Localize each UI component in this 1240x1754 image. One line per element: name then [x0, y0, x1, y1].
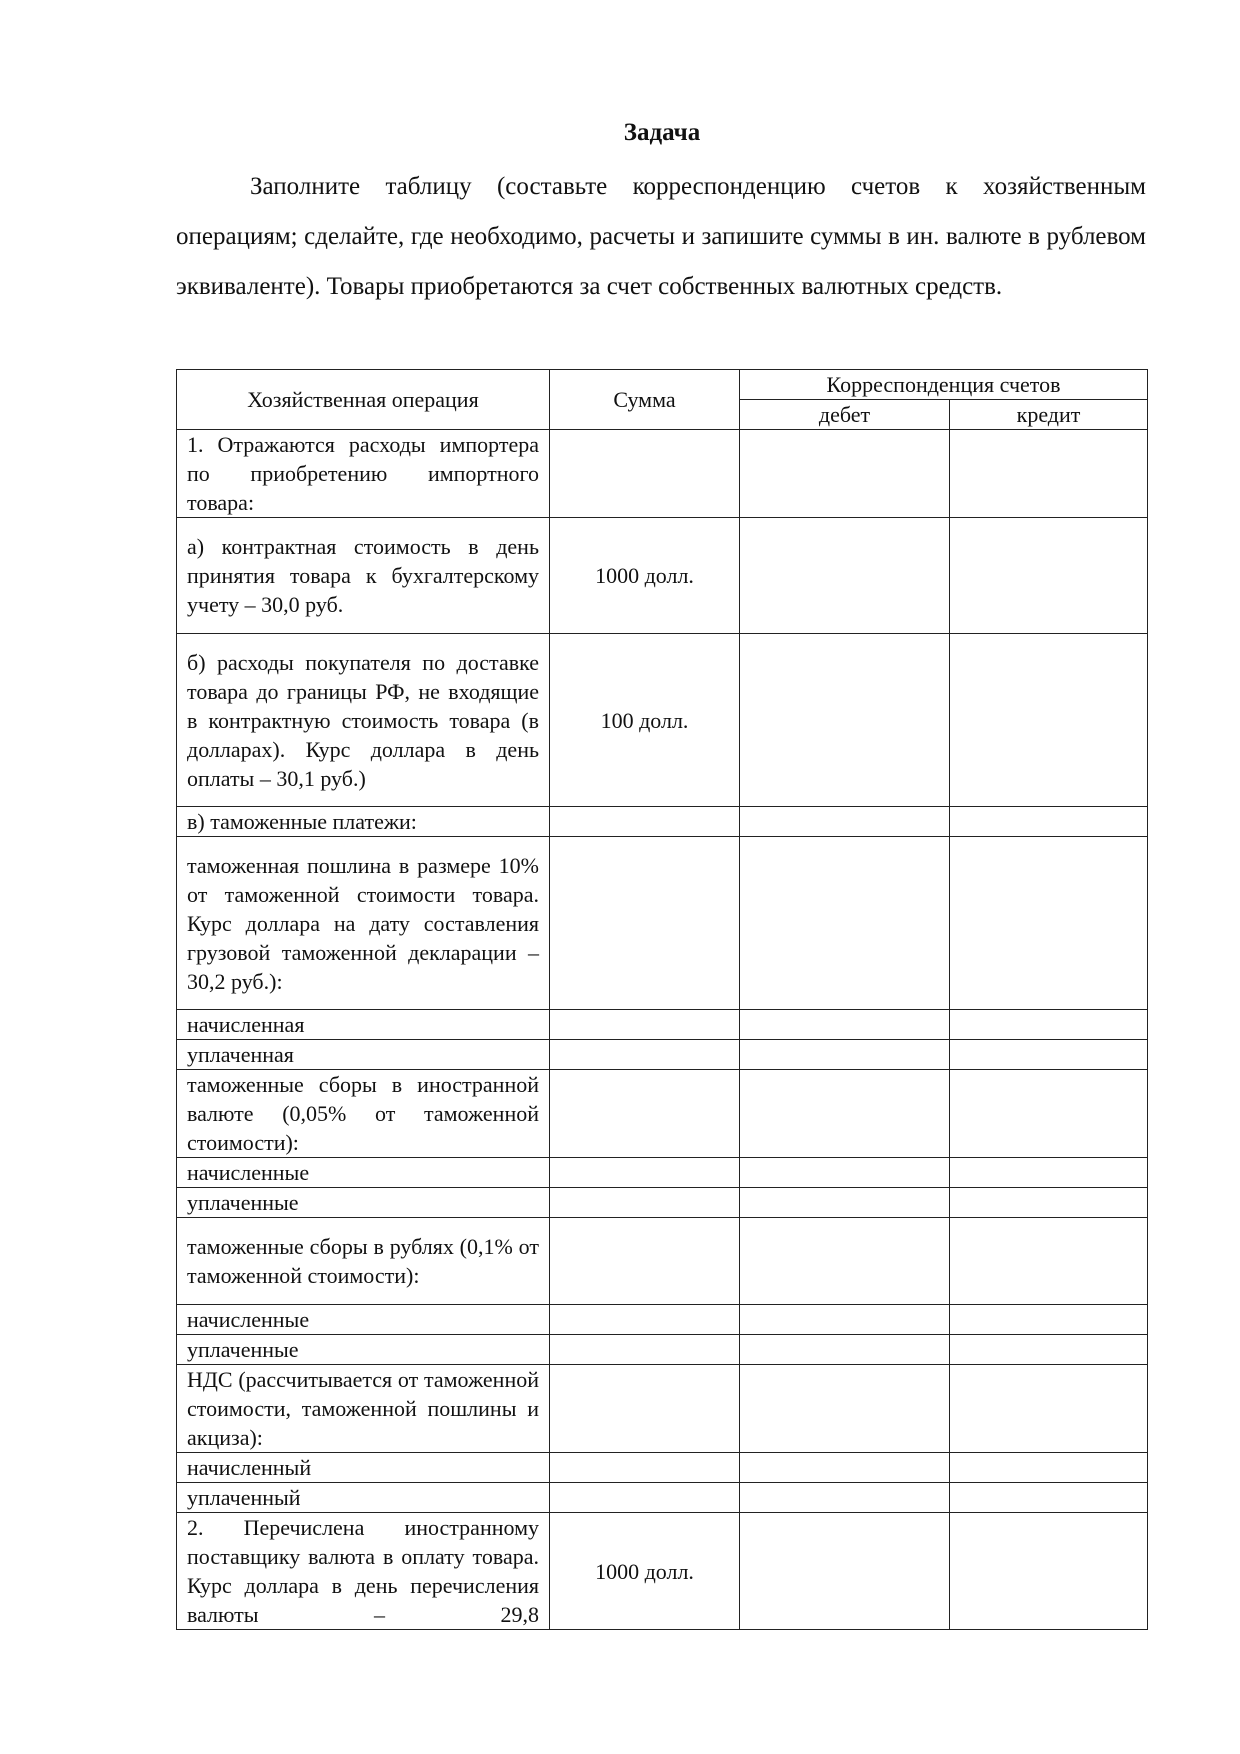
- operation-cell: уплаченные: [177, 1188, 550, 1218]
- table-header-row: [177, 370, 1148, 400]
- operation-cell: а) контрактная стоимость в день принятия товара к бухгалтерскому учету – 30,0 руб.: [177, 518, 550, 634]
- credit-cell: [950, 1335, 1148, 1365]
- operation-cell: 2. Перечислена иностранному поставщику валюта в оплату товара. Курс доллара в день перечисления валюты – 29,8: [177, 1513, 550, 1630]
- credit-cell: [950, 1305, 1148, 1335]
- task-text: Заполните таблицу (составьте корреспонденцию счетов к хозяйственным операциям; сделайте, где необходимо, расчеты и запишите суммы в ин. валюте в рублевом эквиваленте). Товары приобретаются за счет собственных валютных средств.: [176, 173, 1146, 300]
- credit-cell: [950, 1158, 1148, 1188]
- amount-cell: 1000 долл.: [550, 1513, 740, 1630]
- amount-cell: [550, 1188, 740, 1218]
- amount-cell: [550, 837, 740, 1010]
- credit-cell: [950, 1453, 1148, 1483]
- debit-cell: [740, 1335, 950, 1365]
- header-operation: Хозяйственная операция: [177, 370, 550, 430]
- operation-cell: начисленный: [177, 1453, 550, 1483]
- debit-cell: [740, 518, 950, 634]
- credit-cell: [950, 1365, 1148, 1453]
- debit-cell: [740, 1188, 950, 1218]
- debit-cell: [740, 1513, 950, 1630]
- amount-cell: [550, 430, 740, 518]
- accounts-table: [176, 369, 1148, 1630]
- debit-cell: [740, 837, 950, 1010]
- amount-cell: [550, 1305, 740, 1335]
- table-row: [177, 1335, 1148, 1365]
- table-row: [177, 1513, 1148, 1630]
- amount-cell: [550, 1040, 740, 1070]
- credit-cell: [950, 1010, 1148, 1040]
- amount-cell: [550, 807, 740, 837]
- debit-cell: [740, 1040, 950, 1070]
- operation-cell: таможенные сборы в рублях (0,1% от таможенной стоимости):: [177, 1218, 550, 1305]
- debit-cell: [740, 1010, 950, 1040]
- debit-cell: [740, 1070, 950, 1158]
- operation-cell: уплаченный: [177, 1483, 550, 1513]
- amount-cell: [550, 1335, 740, 1365]
- header-debit: дебет: [740, 400, 950, 430]
- operation-cell: уплаченные: [177, 1335, 550, 1365]
- table-row: [177, 634, 1148, 807]
- credit-cell: [950, 1040, 1148, 1070]
- header-correspondence: Корреспонденция счетов: [740, 370, 1148, 400]
- debit-cell: [740, 1453, 950, 1483]
- amount-cell: [550, 1365, 740, 1453]
- table-row: [177, 1305, 1148, 1335]
- debit-cell: [740, 807, 950, 837]
- debit-cell: [740, 1305, 950, 1335]
- table-row: [177, 1070, 1148, 1158]
- table-row: [177, 1483, 1148, 1513]
- operation-cell: таможенная пошлина в размере 10% от таможенной стоимости товара. Курс доллара на дату составления грузовой таможенной декларации – 30,2 руб.):: [177, 837, 550, 1010]
- debit-cell: [740, 1218, 950, 1305]
- operation-cell: таможенные сборы в иностранной валюте (0,05% от таможенной стоимости):: [177, 1070, 550, 1158]
- credit-cell: [950, 430, 1148, 518]
- page-title: Задача: [623, 119, 701, 146]
- amount-cell: 1000 долл.: [550, 518, 740, 634]
- operation-cell: уплаченная: [177, 1040, 550, 1070]
- table-row: [177, 1010, 1148, 1040]
- debit-cell: [740, 1365, 950, 1453]
- table-row: [177, 1453, 1148, 1483]
- amount-cell: [550, 1070, 740, 1158]
- credit-cell: [950, 518, 1148, 634]
- credit-cell: [950, 1218, 1148, 1305]
- debit-cell: [740, 1483, 950, 1513]
- credit-cell: [950, 634, 1148, 807]
- amount-cell: [550, 1158, 740, 1188]
- table-row: [177, 807, 1148, 837]
- credit-cell: [950, 1483, 1148, 1513]
- table-row: [177, 1040, 1148, 1070]
- amount-cell: 100 долл.: [550, 634, 740, 807]
- table-row: [177, 1365, 1148, 1453]
- table-row: [177, 430, 1148, 518]
- debit-cell: [740, 634, 950, 807]
- table-row: [177, 1188, 1148, 1218]
- operation-cell: начисленные: [177, 1305, 550, 1335]
- credit-cell: [950, 1513, 1148, 1630]
- credit-cell: [950, 1070, 1148, 1158]
- operation-cell: начисленные: [177, 1158, 550, 1188]
- credit-cell: [950, 807, 1148, 837]
- header-amount: Сумма: [550, 370, 740, 430]
- debit-cell: [740, 430, 950, 518]
- amount-cell: [550, 1453, 740, 1483]
- operation-cell: б) расходы покупателя по доставке товара до границы РФ, не входящие в контрактную стоимость товара (в долларах). Курс доллара в день оплаты – 30,1 руб.): [177, 634, 550, 807]
- table-row: [177, 1218, 1148, 1305]
- operation-cell: НДС (рассчитывается от таможенной стоимости, таможенной пошлины и акциза):: [177, 1365, 550, 1453]
- debit-cell: [740, 1158, 950, 1188]
- table-row: [177, 837, 1148, 1010]
- amount-cell: [550, 1483, 740, 1513]
- operation-cell: в) таможенные платежи:: [177, 807, 550, 837]
- header-credit: кредит: [950, 400, 1148, 430]
- amount-cell: [550, 1218, 740, 1305]
- amount-cell: [550, 1010, 740, 1040]
- operation-cell: начисленная: [177, 1010, 550, 1040]
- table-row: [177, 1158, 1148, 1188]
- credit-cell: [950, 837, 1148, 1010]
- table-row: [177, 518, 1148, 634]
- credit-cell: [950, 1188, 1148, 1218]
- operation-cell: 1. Отражаются расходы импортера по приобретению импортного товара:: [177, 430, 550, 518]
